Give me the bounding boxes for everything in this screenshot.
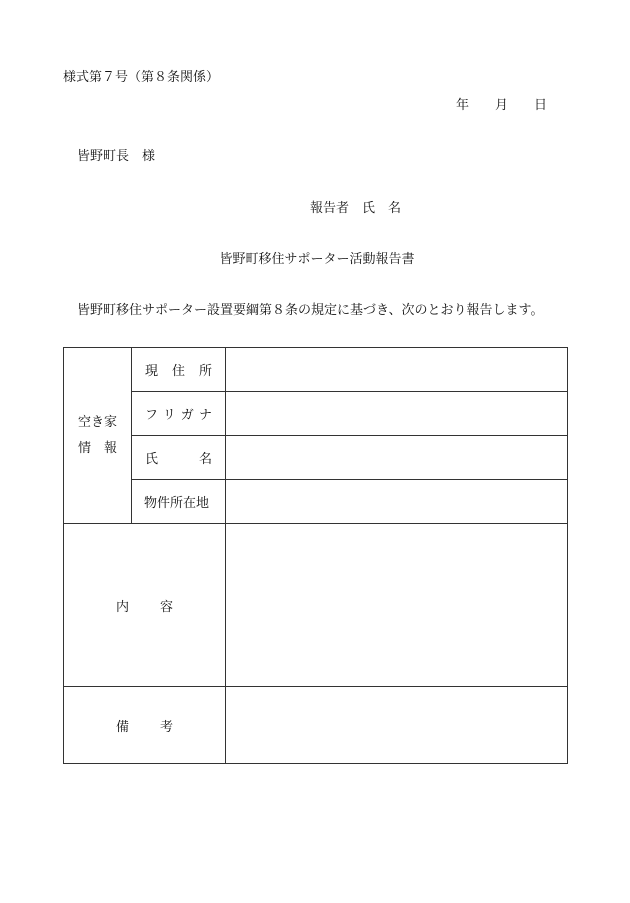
- group-label-line2: 情 報: [77, 440, 117, 456]
- intro-statement: 皆野町移住サポーター設置要綱第８条の規定に基づき、次のとおり報告します。: [77, 303, 544, 318]
- address-field[interactable]: [226, 348, 568, 392]
- form-number: 様式第７号（第８条関係）: [63, 70, 220, 85]
- content-field[interactable]: [226, 524, 568, 687]
- remarks-field[interactable]: [226, 687, 568, 764]
- document-title-text: 皆野町移住サポーター活動報告書: [219, 252, 415, 267]
- name-field[interactable]: [226, 436, 568, 480]
- content-label: 内容: [64, 524, 226, 687]
- date-year: 年: [456, 98, 470, 113]
- furigana-field[interactable]: [226, 392, 568, 436]
- table-row: [64, 436, 568, 480]
- addressee: 皆野町長 様: [77, 149, 156, 164]
- furigana-label: フリガナ: [132, 392, 226, 436]
- property-location-label: 物件所在地: [132, 480, 226, 524]
- date-month: 月: [495, 98, 509, 113]
- reporter-name-line: 報告者 氏 名: [310, 201, 402, 216]
- table-row: [64, 687, 568, 764]
- name-label: 氏名: [132, 436, 226, 480]
- table-row: [64, 348, 568, 392]
- group-label-line1: 空き家: [77, 414, 117, 430]
- address-label: 現住所: [132, 348, 226, 392]
- vacant-house-info-label: [64, 348, 132, 524]
- property-location-field[interactable]: [226, 480, 568, 524]
- date-line: [456, 94, 547, 113]
- document-title: [0, 248, 630, 267]
- report-table: [63, 347, 568, 764]
- table-row: [64, 392, 568, 436]
- table-row: [64, 480, 568, 524]
- remarks-label: 備考: [64, 687, 226, 764]
- date-day: 日: [534, 98, 548, 113]
- table-row: [64, 524, 568, 687]
